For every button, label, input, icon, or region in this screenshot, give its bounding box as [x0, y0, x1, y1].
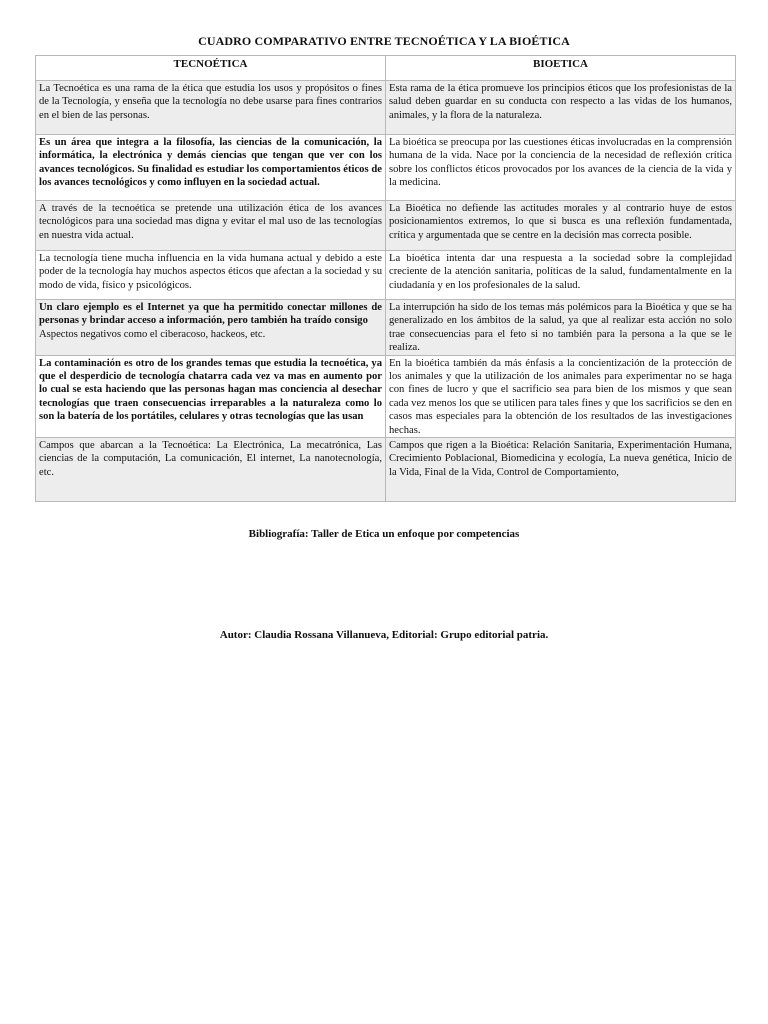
header-tecnoetica: TECNOÉTICA: [36, 56, 386, 81]
tecnoetica-cell-bold-text: Un claro ejemplo es el Internet ya que ha permitido conectar millones de personas y brindar acceso a información, pero también ha traído consigo: [39, 302, 382, 327]
tecnoetica-cell-extra-text: Aspectos negativos como el ciberacoso, hackeos, etc.: [39, 328, 266, 340]
tecnoetica-cell: La contaminación es otro de los grandes temas que estudia la tecnoética, ya que el desperdicio de tecnología chatarra cada vez va mas en aumento por lo cual se esta haciendo que las personas hagan mas conciencia al desechar tecnologías que traen consecuencias irreparables a la naturaleza como lo son la batería de los portátiles, celulares y otras tecnologías que las usan: [36, 355, 386, 437]
table-row: [36, 251, 736, 300]
table-row: [36, 201, 736, 251]
bioetica-cell: En la bioética también da más énfasis a la concientización de la protección de los animales y que la utilización de los animales para experimentar no se haga con fines de lucro y que el sacrificio sea para bien de los mismos y que sean cada vez menos los que se utilicen para tales fines y que los sacrificios se den en casos mas especiales para la obtención de los resultados de las investigaciones hechas.: [386, 355, 736, 437]
author-line: Autor: Claudia Rossana Villanueva, Editorial: Grupo editorial patria.: [219, 629, 549, 641]
table-row: [36, 135, 736, 201]
document-title: CUADRO COMPARATIVO ENTRE TECNOÉTICA Y LA BIOÉTICA: [198, 34, 570, 48]
bioetica-cell: La Bioética no defiende las actitudes morales y al contrario huye de estos posicionamientos extremos, lo que si busca es una reflexión fundamentada, crítica y argumentada que se centre en la decisión mas correcta posible.: [386, 201, 736, 251]
tecnoetica-cell: La Tecnoética es una rama de la ética que estudia los usos y propósitos o fines de la Tecnología, y enseña que la tecnología no debe usarse para fines contrarios en el bien de las personas.: [36, 81, 386, 135]
table-row: [36, 355, 736, 437]
tecnoetica-cell: [36, 300, 386, 356]
tecnoetica-cell: La tecnología tiene mucha influencia en la vida humana actual y debido a este poder de la tecnología hay muchos aspectos éticos que afectan a la sociedad y su modo de vida, físico y psicológicos.: [36, 251, 386, 300]
tecnoetica-cell: Campos que abarcan a la Tecnoética: La Electrónica, La mecatrónica, Las ciencias de la computación, La comunicación, El internet, La nanotecnología, etc.: [36, 438, 386, 502]
tecnoetica-cell: A través de la tecnoética se pretende una utilización ética de los avances tecnológicos para una sociedad mas digna y evitar el mal uso de las tecnologías en nuestra vida actual.: [36, 201, 386, 251]
bibliography-line: Bibliografía: Taller de Etica un enfoque por competencias: [248, 528, 520, 540]
bioetica-cell: La bioética se preocupa por las cuestiones éticas involucradas en la comprensión humana de la vida. Nace por la conciencia de la necesidad de reflexión crítica sobre los conflictos éticos provocados por los avances de la ciencia de la vida y la medicina.: [386, 135, 736, 201]
bioetica-cell: La bioética intenta dar una respuesta a la sociedad sobre la complejidad creciente de la atención sanitaria, políticas de la salud, fundamentalmente en la ciudadanía y en los profesionales de la salud.: [386, 251, 736, 300]
table-row: [36, 438, 736, 502]
header-bioetica: BIOETICA: [386, 56, 736, 81]
comparison-table: [35, 55, 736, 502]
tecnoetica-cell: Es un área que integra a la filosofía, las ciencias de la comunicación, la informática, la electrónica y demás ciencias que tengan que ver con los avances tecnológicos. Su finalidad es estudiar los comportamientos éticos de los avances tecnológicos y como influyen en la sociedad actual.: [36, 135, 386, 201]
bioetica-cell: La interrupción ha sido de los temas más polémicos para la Bioética y que se ha generalizado en los ámbitos de la salud, ya que al realizar esta acción no solo trae consecuencias para el feto si no también para la persona a la que se le realiza.: [386, 300, 736, 356]
bioetica-cell: Campos que rigen a la Bioética: Relación Sanitaria, Experimentación Humana, Crecimiento Poblacional, Biomedicina y ecología, La nueva genética, Inicio de la Vida, Final de la Vida, Control de Comportamiento,: [386, 438, 736, 502]
table-row: [36, 81, 736, 135]
table-row: [36, 300, 736, 356]
bioetica-cell: Esta rama de la ética promueve los principios éticos que los profesionistas de la salud deben guardar en su conducta con respecto a las vidas de los humanos, animales, y la flora de la naturaleza.: [386, 81, 736, 135]
table-header-row: [36, 56, 736, 81]
